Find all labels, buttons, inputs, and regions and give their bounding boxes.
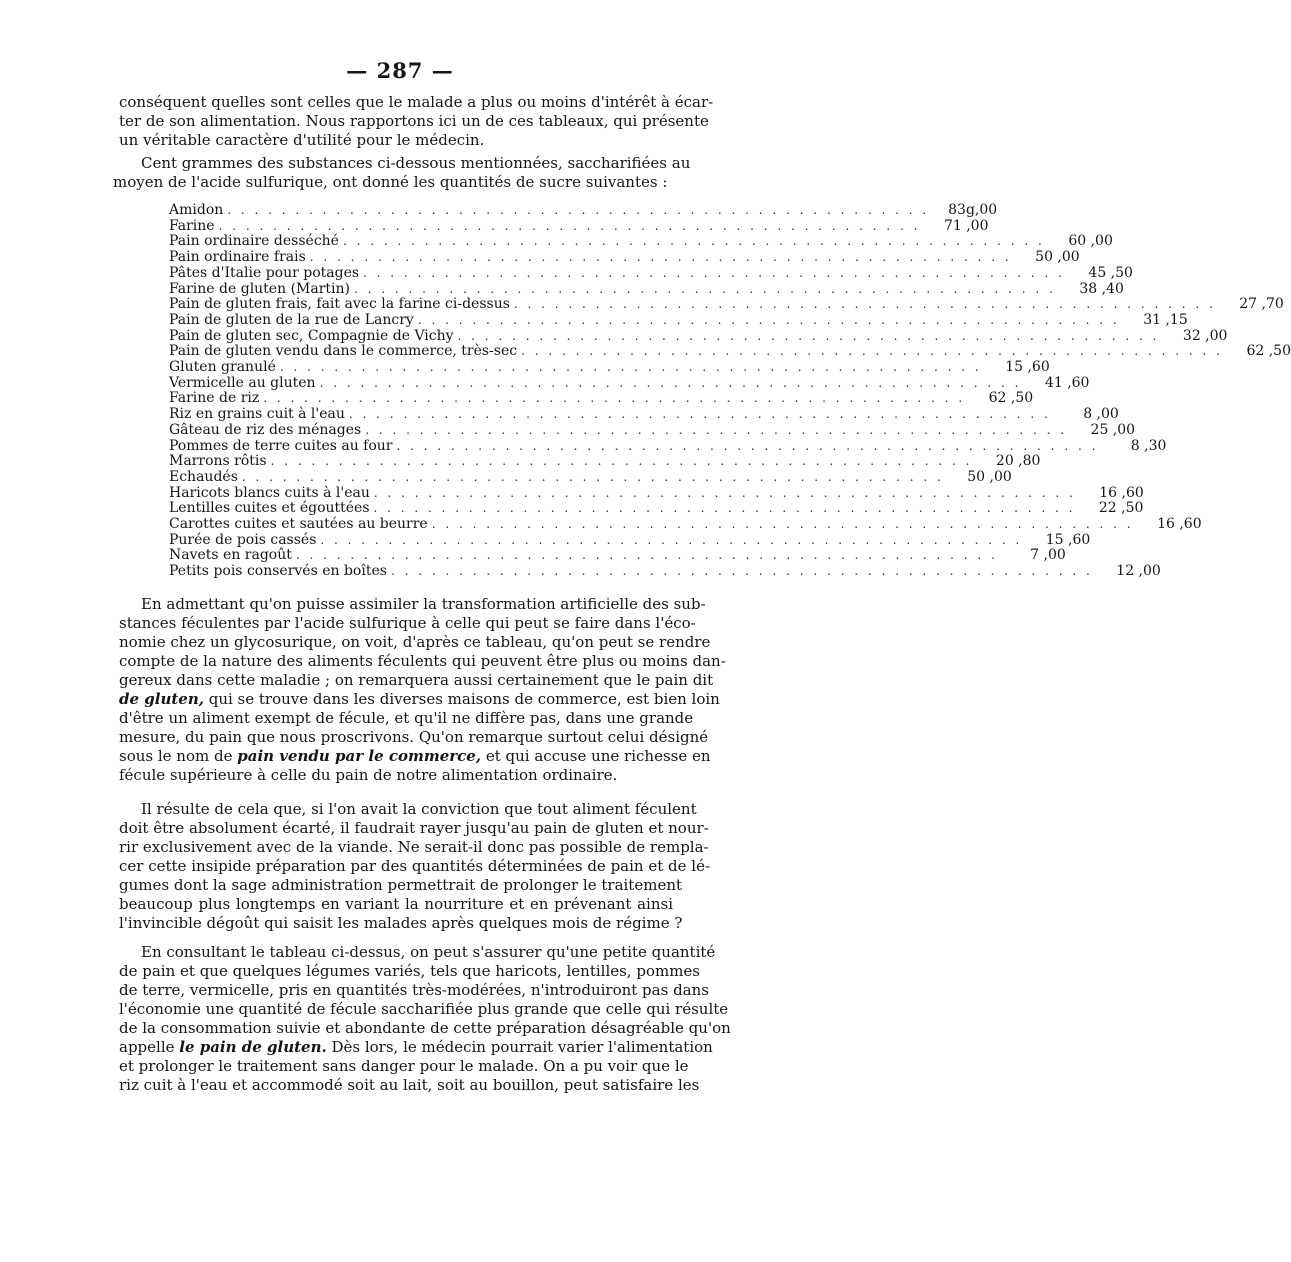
substance-name: Lentilles cuites et égouttées xyxy=(169,500,370,517)
gluten-paragraph xyxy=(119,595,726,785)
sugar-quantity: 16 ,60 xyxy=(1099,484,1144,501)
table-row xyxy=(169,202,998,219)
table-row xyxy=(169,421,1136,439)
sugar-yield-table xyxy=(169,202,1291,580)
substance-name: Pain de gluten sec, Compagnie de Vichy xyxy=(169,327,454,344)
dot-leader xyxy=(219,219,921,235)
sugar-quantity: 50 ,00 xyxy=(967,468,1012,485)
substance-name: Haricots blancs cuits à l'eau xyxy=(169,484,370,501)
table-row xyxy=(169,484,1144,502)
dot-leader xyxy=(310,250,1012,266)
sugar-quantity: 45 ,50 xyxy=(1088,264,1133,281)
table-row xyxy=(169,217,989,235)
text-line: de pain et que quelques légumes variés, tels que haricots, lentilles, pommes xyxy=(119,962,701,980)
dot-leader xyxy=(391,564,1093,580)
emphasis: pain vendu par le commerce, xyxy=(237,747,482,765)
substance-name: Pain ordinaire frais xyxy=(169,249,306,266)
table-row xyxy=(169,531,1091,549)
text-run: sous le nom de xyxy=(119,747,238,765)
text-line: beaucoup plus longtemps en variant la nourriture et en prévenant ainsi xyxy=(119,895,673,913)
table-row xyxy=(169,311,1188,329)
dot-leader xyxy=(227,203,929,219)
dot-leader xyxy=(458,329,1160,345)
dot-leader xyxy=(242,470,944,486)
sugar-quantity: 50 ,00 xyxy=(1035,249,1080,266)
table-row xyxy=(169,374,1090,392)
sugar-quantity: 22 ,50 xyxy=(1098,500,1144,517)
text-line xyxy=(119,747,711,766)
text-line: de la consommation suivie et abondante de cette préparation désagréable qu'on xyxy=(119,1019,731,1037)
dot-leader xyxy=(280,360,982,376)
table-row xyxy=(169,406,1119,423)
intro-paragraph xyxy=(119,93,714,150)
sugar-quantity: 62 ,50 xyxy=(1246,343,1291,360)
text-line: gumes dont la sage administration permettrait de prolonger le traitement xyxy=(119,876,683,894)
dot-leader xyxy=(354,282,1056,298)
sugar-quantity: 20 ,80 xyxy=(995,453,1041,470)
table-row xyxy=(169,500,1144,517)
sugar-quantity: 8 ,00 xyxy=(1083,406,1119,423)
text-line: gereux dans cette maladie ; on remarquera aussi certainement que le pain dit xyxy=(119,671,714,689)
sugar-quantity: 71 ,00 xyxy=(943,217,989,234)
dot-leader xyxy=(320,376,1022,392)
text-line: Il résulte de cela que, si l'on avait la conviction que tout aliment féculent xyxy=(141,800,697,818)
text-line: compte de la nature des aliments féculents qui peuvent être plus ou moins dan- xyxy=(119,652,726,670)
dot-leader xyxy=(343,234,1045,250)
table-row xyxy=(169,468,1012,486)
text-line: un véritable caractère d'utilité pour le médecin. xyxy=(119,131,485,149)
sugar-quantity: 16 ,60 xyxy=(1157,516,1202,533)
dot-leader xyxy=(263,391,965,407)
table-row xyxy=(169,390,1034,407)
sugar-quantity: 15 ,60 xyxy=(1005,359,1050,376)
substance-name: Pain de gluten frais, fait avec la farine ci-dessus xyxy=(169,296,510,313)
sugar-quantity: 60 ,00 xyxy=(1068,233,1113,250)
text-line: conséquent quelles sont celles que le malade a plus ou moins d'intérêt à écar- xyxy=(119,93,714,111)
substance-name: Pain de gluten de la rue de Lancry xyxy=(169,311,414,328)
text-line: ter de son alimentation. Nous rapportons ici un de ces tableaux, qui présente xyxy=(119,112,709,130)
substance-name: Gluten granulé xyxy=(169,359,276,376)
substance-name: Farine xyxy=(169,217,215,234)
dot-leader xyxy=(521,344,1223,360)
substance-name: Riz en grains cuit à l'eau xyxy=(169,406,345,423)
substance-name: Petits pois conservés en boîtes xyxy=(169,563,387,580)
substance-name: Navets en ragoût xyxy=(169,547,292,564)
text-line: de terre, vermicelle, pris en quantités très-modérées, n'introduiront pas dans xyxy=(119,981,709,999)
sugar-quantity: 15 ,60 xyxy=(1045,531,1091,548)
sugar-quantity: 27 ,70 xyxy=(1239,296,1284,313)
table-row xyxy=(169,453,1041,470)
text-line xyxy=(119,690,720,709)
text-line: nomie chez un glycosurique, on voit, d'après ce tableau, qu'on peut se rendre xyxy=(119,633,711,651)
emphasis: de gluten, xyxy=(119,690,204,708)
text-line: et prolonger le traitement sans danger pour le malade. On a pu voir que le xyxy=(119,1057,689,1075)
substance-name: Carottes cuites et sautées au beurre xyxy=(169,516,428,533)
table-row xyxy=(169,280,1124,298)
emphasis: le pain de gluten. xyxy=(179,1038,327,1056)
sugar-quantity: 83g,00 xyxy=(948,202,998,218)
substance-name: Marrons rôtis xyxy=(169,453,267,470)
substance-name: Echaudés xyxy=(169,468,238,485)
dot-leader xyxy=(374,486,1076,502)
varied-diet-paragraph xyxy=(119,943,731,1095)
table-row xyxy=(169,547,1066,564)
table-row xyxy=(169,327,1228,345)
substance-name: Pâtes d'Italie pour potages xyxy=(169,264,360,281)
text-line: l'invincible dégoût qui saisit les malades après quelques mois de régime ? xyxy=(119,914,683,932)
substance-name: Amidon xyxy=(169,202,224,218)
text-run: qui se trouve dans les diverses maisons de commerce, est bien loin xyxy=(203,690,720,708)
dot-leader xyxy=(296,548,998,564)
text-line: riz cuit à l'eau et accommodé soit au lait, soit au bouillon, peut satisfaire les xyxy=(119,1076,700,1094)
meat-diet-paragraph xyxy=(119,800,711,933)
table-row xyxy=(169,516,1202,533)
dot-leader xyxy=(349,407,1051,423)
dot-leader xyxy=(432,517,1134,533)
sugar-quantity: 31 ,15 xyxy=(1143,311,1188,328)
page-number: — 287 — xyxy=(346,58,454,83)
table-row xyxy=(169,359,1050,376)
text-line xyxy=(119,1038,713,1057)
text-run: Dès lors, le médecin pourrait varier l'alimentation xyxy=(326,1038,713,1056)
sugar-quantity: 12 ,00 xyxy=(1116,563,1161,580)
sugar-quantity: 38 ,40 xyxy=(1079,280,1124,297)
sugar-quantity: 8 ,30 xyxy=(1130,437,1167,454)
text-line: Cent grammes des substances ci-dessous mentionnées, saccharifiées au xyxy=(141,154,691,172)
dot-leader xyxy=(320,533,1022,549)
substance-name: Pain ordinaire desséché xyxy=(169,233,339,250)
text-run: et qui accuse une richesse en xyxy=(481,747,711,765)
sugar-quantity: 7 ,00 xyxy=(1030,547,1066,564)
dot-leader xyxy=(374,501,1076,517)
text-line: En admettant qu'on puisse assimiler la transformation artificielle des sub- xyxy=(141,595,706,613)
table-lead-paragraph xyxy=(113,154,691,192)
table-row xyxy=(169,233,1113,250)
table-row xyxy=(169,264,1133,282)
dot-leader xyxy=(397,439,1099,455)
table-row xyxy=(169,563,1161,580)
sugar-quantity: 25 ,00 xyxy=(1090,421,1136,438)
text-line: stances féculentes par l'acide sulfurique à celle qui peut se faire dans l'éco- xyxy=(119,614,696,632)
table-row xyxy=(169,343,1291,360)
text-line: l'économie une quantité de fécule saccharifiée plus grande que celle qui résulte xyxy=(119,1000,729,1018)
sugar-quantity: 32 ,00 xyxy=(1182,327,1228,344)
text-line: mesure, du pain que nous proscrivons. Qu'on remarque surtout celui désigné xyxy=(119,728,709,746)
substance-name: Vermicelle au gluten xyxy=(169,374,316,391)
substance-name: Pommes de terre cuites au four xyxy=(169,437,393,454)
table-row xyxy=(169,437,1167,455)
substance-name: Pain de gluten vendu dans le commerce, très-sec xyxy=(169,343,518,360)
text-line: moyen de l'acide sulfurique, ont donné les quantités de sucre suivantes : xyxy=(113,173,668,191)
text-run: appelle xyxy=(119,1038,180,1056)
text-line: fécule supérieure à celle du pain de notre alimentation ordinaire. xyxy=(119,766,618,784)
text-line: En consultant le tableau ci-dessus, on peut s'assurer qu'une petite quantité xyxy=(141,943,716,961)
sugar-quantity: 62 ,50 xyxy=(988,390,1034,407)
substance-name: Farine de riz xyxy=(169,390,260,407)
text-line: rir exclusivement avec de la viande. Ne serait-il donc pas possible de rempla- xyxy=(119,838,709,856)
dot-leader xyxy=(418,313,1120,329)
text-line: doit être absolument écarté, il faudrait rayer jusqu'au pain de gluten et nour- xyxy=(119,819,709,837)
dot-leader xyxy=(365,423,1067,439)
dot-leader xyxy=(363,266,1065,282)
table-row xyxy=(169,249,1080,266)
text-line: d'être un aliment exempt de fécule, et qu'il ne diffère pas, dans une grande xyxy=(119,709,694,727)
sugar-quantity: 41 ,60 xyxy=(1044,374,1090,391)
substance-name: Gâteau de riz des ménages xyxy=(169,421,362,438)
substance-name: Purée de pois cassés xyxy=(169,531,317,548)
table-row xyxy=(169,296,1284,313)
text-line: cer cette insipide préparation par des quantités déterminées de pain et de lé- xyxy=(119,857,711,875)
dot-leader xyxy=(271,454,973,470)
substance-name: Farine de gluten (Martin) xyxy=(169,280,350,297)
dot-leader xyxy=(514,297,1216,313)
